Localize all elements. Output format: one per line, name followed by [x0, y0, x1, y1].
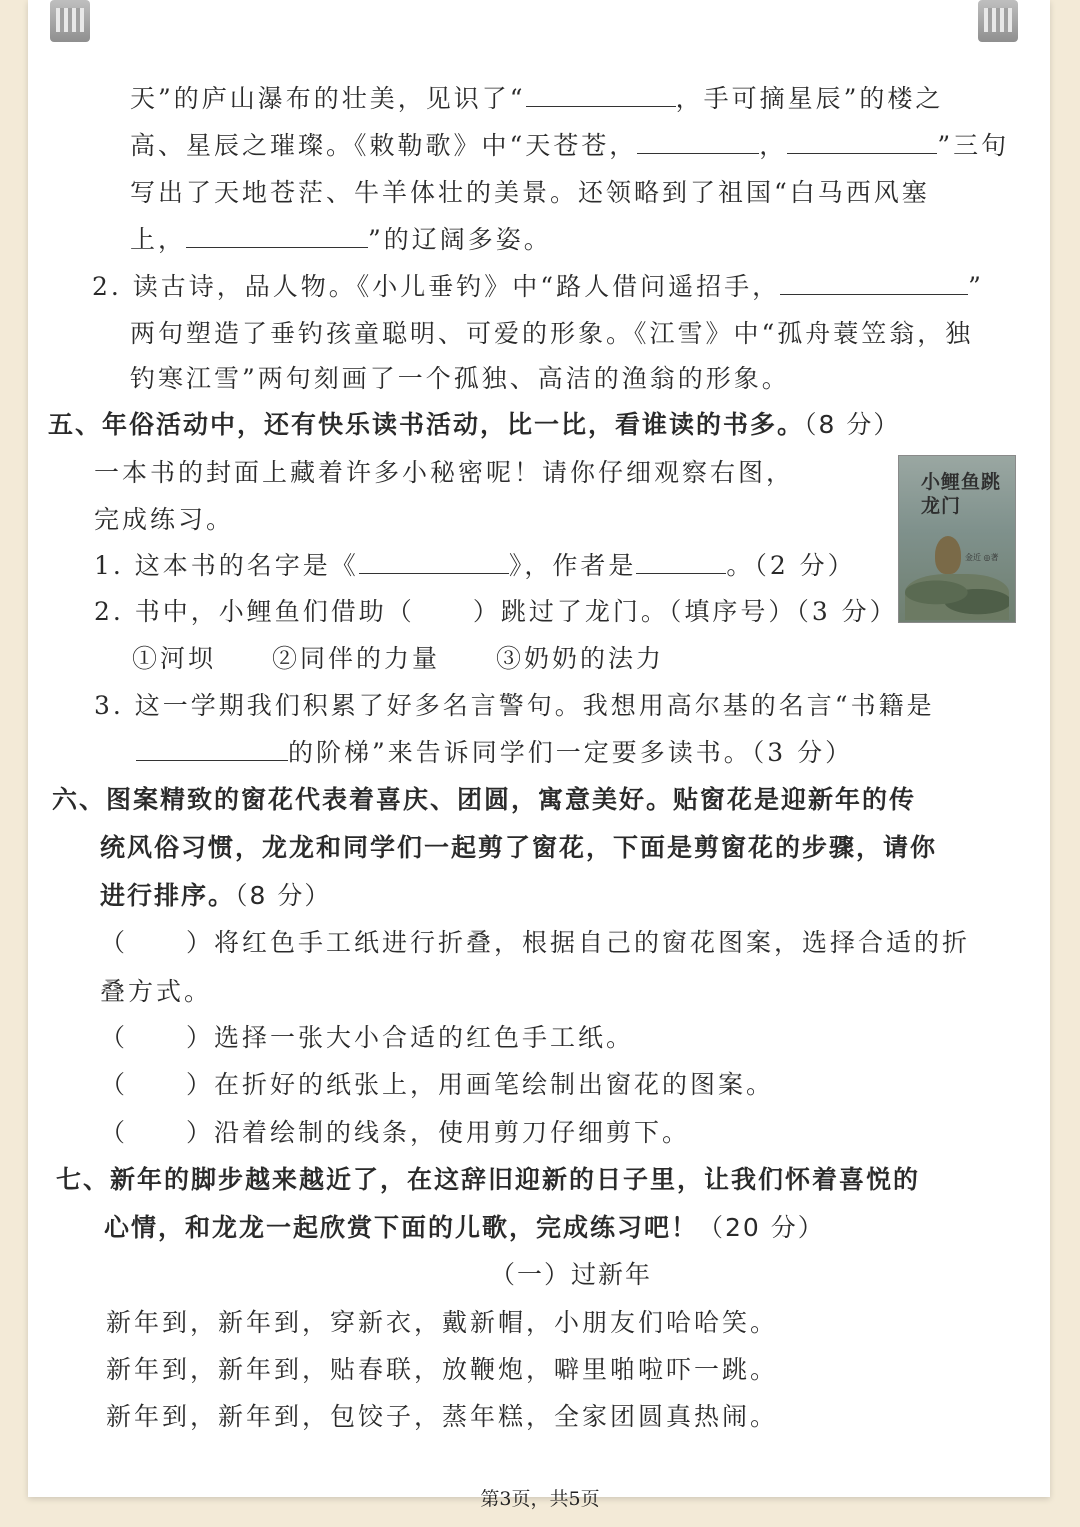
text-segment: 1. 这本书的名字是《	[94, 551, 359, 580]
open-paren: （	[100, 1023, 129, 1052]
poem-line-3: 新年到，新年到，包饺子，蒸年糕，全家团圆真热闹。	[106, 1402, 779, 1431]
section-5-question-3: 3. 这一学期我们积累了好多名言警句。我想用高尔基的名言“书籍是	[94, 691, 935, 720]
page-number: 第3页，共5页	[480, 1488, 600, 1510]
score-label: （8 分）	[804, 410, 901, 439]
text-segment: 。（2 分）	[726, 551, 856, 580]
section-5-question-3-cont	[136, 736, 853, 770]
book-title-blank[interactable]	[359, 549, 509, 574]
open-paren: （	[100, 1070, 129, 1099]
answer-blank[interactable]	[637, 129, 759, 154]
carp-illustration	[935, 536, 961, 574]
quote-blank[interactable]	[136, 736, 288, 761]
step-text: ）选择一张大小合适的红色手工纸。	[186, 1023, 635, 1052]
step-text: ）将红色手工纸进行折叠，根据自己的窗花图案，选择合适的折	[186, 928, 971, 957]
text-line-7: 钓寒江雪”两句刻画了一个孤独、高洁的渔翁的形象。	[130, 364, 790, 393]
step-text: ）在折好的纸张上，用画笔绘制出窗花的图案。	[186, 1070, 775, 1099]
text-segment: 高、星辰之璀璨。《敕勒歌》中“天苍苍，	[130, 131, 638, 160]
book-cover-title: 小鲤鱼跳龙门	[921, 471, 1002, 517]
section-6-heading-1: 六、图案精致的窗花代表着喜庆、团圆，寓意美好。贴窗花是迎新年的传	[52, 785, 917, 814]
score-label: （8 分）	[235, 881, 332, 910]
book-cover-image	[898, 455, 1016, 623]
answer-blank[interactable]	[526, 82, 676, 107]
text-segment: 的阶梯”来告诉同学们一定要多读书。（3 分）	[288, 738, 854, 767]
text-line-6: 两句塑造了垂钓孩童聪明、可爱的形象。《江雪》中“孤舟蓑笠翁，独	[130, 319, 974, 348]
book-cover-author: 金近 ◎著	[965, 553, 999, 562]
text-segment: 2. 书中，小鲤鱼们借助（	[94, 597, 415, 626]
text-segment: ，	[759, 131, 788, 160]
section-7-heading-2	[104, 1211, 825, 1245]
text-line-3: 写出了天地苍茫、牛羊体壮的美景。还领略到了祖国“白马西风塞	[130, 178, 930, 207]
poem-title: （一）过新年	[490, 1260, 653, 1289]
open-paren: （	[100, 1118, 129, 1147]
step-1	[100, 926, 970, 960]
answer-blank[interactable]	[780, 270, 968, 295]
text-line-2	[130, 129, 1009, 163]
open-paren: （	[100, 928, 129, 957]
text-line-5	[92, 270, 984, 304]
text-segment: ）跳过了龙门。（填序号）（3 分）	[472, 597, 898, 626]
step-1-cont: 叠方式。	[100, 977, 213, 1006]
text-segment: ，手可摘星辰”的楼之	[675, 84, 944, 113]
section-5-intro-2: 完成练习。	[94, 505, 235, 534]
text-segment: 2. 读古诗，品人物。《小儿垂钓》中“路人借问遥招手，	[92, 272, 781, 301]
answer-blank[interactable]	[787, 129, 937, 154]
section-5-intro-1: 一本书的封面上藏着许多小秘密呢！请你仔细观察右图，	[94, 458, 795, 487]
text-segment: 天”的庐山瀑布的壮美，见识了“	[130, 84, 526, 113]
step-2	[100, 1021, 634, 1055]
section-5-heading	[48, 408, 900, 442]
step-text: ）沿着绘制的线条，使用剪刀仔细剪下。	[186, 1118, 691, 1147]
section-5-question-2	[94, 595, 898, 629]
score-label: （20 分）	[698, 1213, 825, 1242]
binder-clip-right	[978, 0, 1018, 42]
section-6-heading-3	[100, 879, 331, 913]
answer-blank[interactable]	[186, 223, 368, 248]
poem-line-1: 新年到，新年到，穿新衣，戴新帽，小朋友们哈哈笑。	[106, 1308, 779, 1337]
section-5-options: ①河坝 ②同伴的力量 ③奶奶的法力	[132, 644, 665, 673]
step-4	[100, 1116, 690, 1150]
text-segment: ”三句	[937, 131, 1010, 160]
section-6-heading-2: 统风俗习惯，龙龙和同学们一起剪了窗花，下面是剪窗花的步骤，请你	[100, 833, 938, 862]
text-line-1	[130, 82, 943, 116]
heading-text: 五、年俗活动中，还有快乐读书活动，比一比，看谁读的书多。	[48, 410, 805, 439]
poem-line-2: 新年到，新年到，贴春联，放鞭炮，噼里啪啦吓一跳。	[106, 1355, 779, 1384]
section-7-heading-1: 七、新年的脚步越来越近了，在这辞旧迎新的日子里，让我们怀着喜悦的	[56, 1165, 921, 1194]
text-segment: 上，	[130, 225, 187, 254]
binder-clip-left	[50, 0, 90, 42]
lotus-leaves-illustration	[905, 574, 1009, 620]
heading-text: 进行排序。	[100, 881, 236, 910]
heading-text: 心情，和龙龙一起欣赏下面的儿歌，完成练习吧！	[104, 1213, 699, 1242]
text-segment: 》，作者是	[508, 551, 637, 580]
text-segment: ”	[968, 272, 984, 301]
text-line-4	[130, 223, 552, 257]
text-segment: ”的辽阔多姿。	[368, 225, 552, 254]
author-blank[interactable]	[636, 549, 726, 574]
step-3	[100, 1068, 774, 1102]
section-5-question-1	[94, 549, 856, 583]
